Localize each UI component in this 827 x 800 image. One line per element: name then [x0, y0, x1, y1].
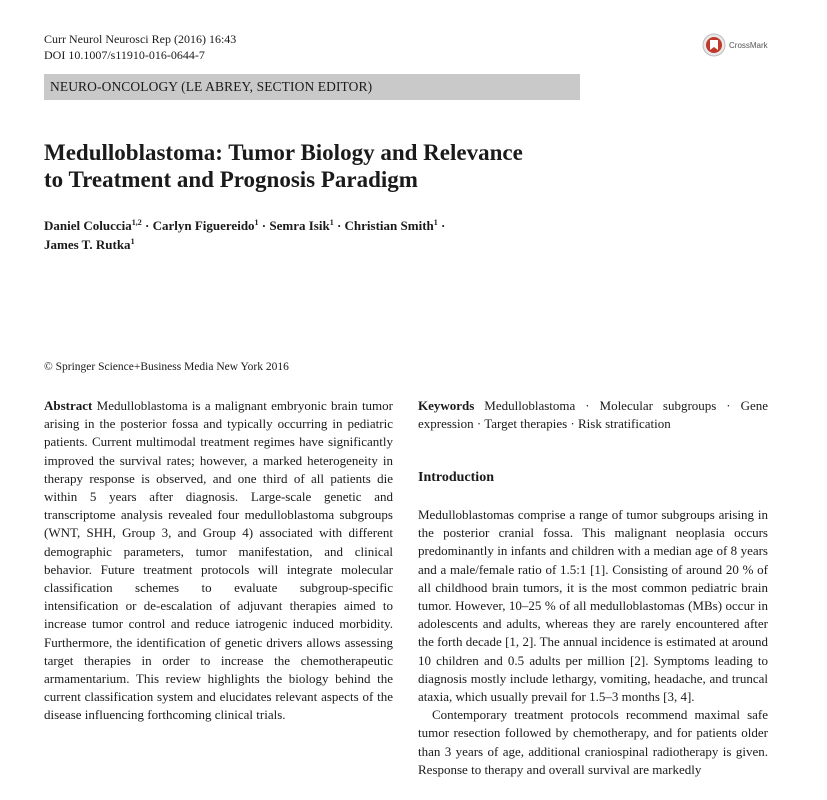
introduction-body: [418, 506, 768, 779]
author-name[interactable]: Semra Isik: [269, 218, 330, 233]
author-affiliation: 1: [130, 237, 135, 246]
author-affiliation: 1,2: [131, 218, 142, 227]
author-name[interactable]: Carlyn Figuereido: [152, 218, 255, 233]
intro-paragraph-1: Medulloblastomas comprise a range of tumor subgroups arising in the posterior cranial fossa. This malignant neoplasia occurs predominantly in infants and children with a median age of 8 years and a male/female ratio of 1.5:1 [1]. Consisting of around 20 % of all childhood brain tumors, it is the most common pediatric brain tumor. However, 10–25 % of all medulloblastomas (MBs) occur in adolescents and adults, whereas they are rarely encountered after the forth decade [1, 2]. The annual incidence is estimated at around 10 children and 0.5 adults per million [2]. Symptoms leading to diagnosis mostly include lethargy, vomiting, headache, and truncal ataxia, which usually prevail for 1.5–3 months [3, 4].: [418, 507, 768, 705]
journal-citation: Curr Neurol Neurosci Rep (2016) 16:43: [44, 32, 237, 46]
author-name[interactable]: James T. Rutka: [44, 237, 131, 252]
author-affiliation: 1: [329, 218, 334, 227]
title-line-1: Medulloblastoma: Tumor Biology and Relevance: [44, 140, 523, 165]
crossmark-label: CrossMark: [729, 40, 768, 50]
abstract-label: Abstract: [44, 398, 93, 413]
journal-header: [44, 31, 236, 63]
abstract-section: [44, 397, 393, 725]
author-affiliation: 1: [254, 218, 259, 227]
keywords-text: Medulloblastoma · Molecular subgroups · Gene expression · Target therapies · Risk stratification: [418, 398, 768, 432]
keywords-label: Keywords: [418, 398, 475, 413]
title-line-2: to Treatment and Prognosis Paradigm: [44, 167, 418, 192]
introduction-heading: Introduction: [418, 470, 494, 485]
keywords-section: [418, 397, 768, 433]
author-affiliation: 1: [433, 218, 438, 227]
doi[interactable]: DOI 10.1007/s11910-016-0644-7: [44, 48, 205, 62]
author-name[interactable]: Christian Smith: [344, 218, 434, 233]
author-name[interactable]: Daniel Coluccia: [44, 218, 132, 233]
abstract-text: Medulloblastoma is a malignant embryonic brain tumor arising in the posterior fossa and typically occurring in pediatric patients. Current multimodal treatment regimes have significantly improved the survival rates; however, a marked heterogeneity in therapy response is observed, and one third of all patients die within 5 years after diagnosis. Large-scale genetic and transcriptome analysis revealed four medulloblastoma subgroups (WNT, SHH, Group 3, and Group 4) associated with different demographic parameters, tumor manifestation, and clinical behavior. Future treatment protocols will integrate molecular classification schemes to evaluate subgroup-specific intensification or de-escalation of adjuvant therapies aimed to increase tumor control and reduce iatrogenic induced morbidity. Furthermore, the identification of genetic drivers allows assessing target therapies in order to increase the chemotherapeutic armamentarium. This review highlights the biology behind the current classification system and elucidates relevant aspects of the disease influencing forthcoming clinical trials.: [44, 398, 393, 723]
article-title: [44, 139, 604, 193]
intro-paragraph-2: Contemporary treatment protocols recommend maximal safe tumor resection followed by chemotherapy, and for patients older than 3 years of age, additional craniospinal radiotherapy is given. Response to therapy and overall survival are markedly: [418, 707, 768, 777]
crossmark-icon: [702, 33, 726, 57]
copyright-notice: © Springer Science+Business Media New York 2016: [44, 361, 289, 373]
section-banner: NEURO-ONCOLOGY (LE ABREY, SECTION EDITOR): [44, 74, 580, 100]
author-list: Daniel Coluccia$^{1,2}$ · Carlyn Figuereido$^1$ · Semra Isik$^1$ · Christian Smith$^1$ · James T. Rutka$^1$: [44, 218, 446, 252]
crossmark-badge[interactable]: [702, 33, 768, 57]
